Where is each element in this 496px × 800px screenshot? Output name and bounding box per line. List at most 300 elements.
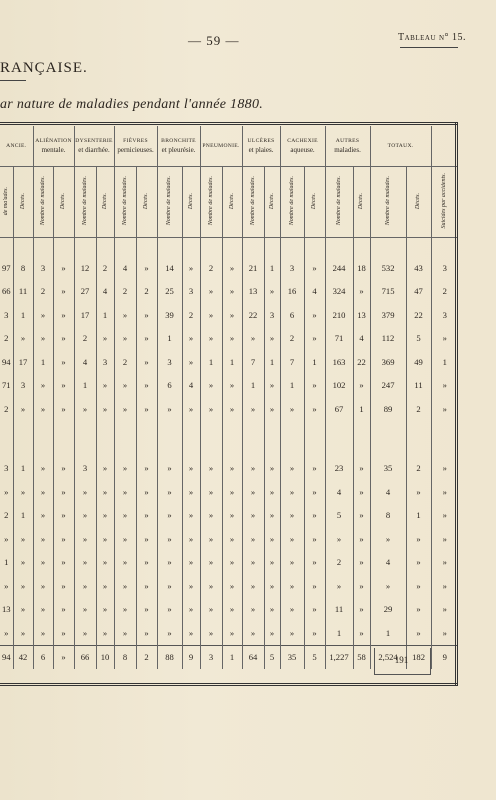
blank-cell: [200, 421, 222, 439]
blank-cell: [325, 238, 353, 257]
table-cell: »: [353, 457, 370, 481]
column-subheader-label: Nombre de malades.: [166, 176, 173, 226]
table-row: [0, 350, 458, 374]
blank-cell: [96, 238, 114, 257]
table-cell: »: [222, 280, 242, 304]
table-cell: 1: [353, 397, 370, 421]
page-title: RANÇAISE.: [0, 60, 88, 76]
table-cell: »: [157, 457, 182, 481]
table-cell: »: [136, 350, 157, 374]
table-cell: 1: [370, 621, 406, 645]
column-subheader: [53, 167, 74, 238]
blank-cell: [304, 238, 325, 257]
table-cell: 2: [74, 327, 96, 351]
column-subheader-label: Décès.: [19, 192, 26, 210]
table-cell: »: [280, 527, 304, 551]
table-cell: 112: [370, 327, 406, 351]
blank-cell: [353, 238, 370, 257]
table-cell: »: [353, 551, 370, 575]
table-cell: »: [264, 527, 280, 551]
table-cell: »: [304, 374, 325, 398]
table-cell: 4: [353, 327, 370, 351]
column-subheader: [74, 167, 96, 238]
table-cell: »: [431, 504, 458, 528]
table-cell: »: [353, 280, 370, 304]
blank-cell: [136, 439, 157, 457]
subheader-row: [0, 167, 458, 238]
table-cell: 4: [304, 280, 325, 304]
table-cell: »: [222, 397, 242, 421]
table-cell: »: [280, 480, 304, 504]
table-cell: 1: [13, 457, 33, 481]
group-header: [74, 126, 114, 167]
table-cell: »: [222, 598, 242, 622]
table-cell: »: [304, 551, 325, 575]
table-cell: 3: [4, 309, 9, 320]
column-subheader: [96, 167, 114, 238]
table-cell: »: [74, 527, 96, 551]
table-cell: »: [222, 551, 242, 575]
table-cell: »: [157, 574, 182, 598]
table-cell: »: [242, 480, 264, 504]
table-cell: »: [114, 327, 136, 351]
table-cell: »: [280, 551, 304, 575]
blank-cell: [114, 439, 136, 457]
table-cell: »: [182, 574, 200, 598]
total-cell: 10: [96, 645, 114, 669]
table-cell: »: [370, 527, 406, 551]
title-rule: [0, 80, 26, 81]
group-header-label: DYSENTERIE: [75, 137, 113, 144]
table-cell: »: [53, 598, 74, 622]
group-header-label: ANCIE.: [6, 142, 27, 149]
table-cell: »: [74, 397, 96, 421]
blank-cell: [353, 421, 370, 439]
blank-cell: [114, 238, 136, 257]
table-cell: »: [182, 327, 200, 351]
table-cell: »: [157, 397, 182, 421]
table-cell: »: [200, 527, 222, 551]
table-cell: »: [53, 303, 74, 327]
table-cell: »: [96, 397, 114, 421]
table-cell: »: [264, 480, 280, 504]
blank-cell: [182, 439, 200, 457]
table-cell: 17: [74, 303, 96, 327]
table-cell: 8: [370, 504, 406, 528]
group-header: [157, 126, 200, 167]
total-cell: 182: [406, 645, 431, 669]
table-cell: »: [33, 480, 53, 504]
blank-cell: [157, 421, 182, 439]
column-subheader-label: Nombre de malades.: [384, 176, 391, 226]
group-header-sublabel: aqueuse.: [290, 145, 315, 154]
table-cell: »: [114, 303, 136, 327]
group-header-label: CACHEXIE: [287, 137, 318, 144]
table-cell: »: [325, 574, 353, 598]
total-cell: »: [53, 645, 74, 669]
table-cell: »: [53, 574, 74, 598]
column-subheader: [264, 167, 280, 238]
table-cell: »: [96, 480, 114, 504]
table-cell: »: [33, 457, 53, 481]
table-cell: 16: [280, 280, 304, 304]
table-cell: »: [431, 598, 458, 622]
column-subheader-label: Nombre de malades.: [121, 176, 128, 226]
table-cell: 8: [13, 256, 33, 280]
group-header-sublabel: et plaies.: [248, 145, 274, 154]
blank-cell: [431, 439, 458, 457]
table-row: [0, 574, 458, 598]
group-header-row: [0, 126, 458, 167]
column-subheader-label: Décès.: [101, 192, 108, 210]
table-cell: »: [431, 527, 458, 551]
table-cell: 3: [431, 256, 458, 280]
table-cell: 4: [74, 350, 96, 374]
table-cell: »: [13, 551, 33, 575]
table-cell: »: [33, 327, 53, 351]
grand-total-value: 191: [394, 655, 409, 665]
table-cell: »: [264, 457, 280, 481]
total-cell: 1,227: [325, 645, 353, 669]
group-header: [370, 126, 431, 167]
table-cell: »: [53, 551, 74, 575]
table-cell: 47: [406, 280, 431, 304]
table-cell: 1: [406, 504, 431, 528]
table-cell: »: [96, 574, 114, 598]
group-header-label: TOTAUX.: [387, 142, 414, 149]
table-cell: »: [242, 574, 264, 598]
table-cell: »: [304, 397, 325, 421]
table-row: [0, 280, 458, 304]
blank-cell: [96, 439, 114, 457]
table-cell: 13: [353, 303, 370, 327]
table-cell: »: [406, 480, 431, 504]
blank-cell: [353, 439, 370, 457]
table-cell: »: [33, 598, 53, 622]
blank-cell: [157, 439, 182, 457]
blank-cell: [33, 439, 53, 457]
column-subheader: [182, 167, 200, 238]
table-cell: »: [242, 598, 264, 622]
blank-cell: [0, 238, 13, 257]
table-row: [0, 504, 458, 528]
table-cell: »: [182, 598, 200, 622]
table-cell: »: [431, 574, 458, 598]
table-cell: »: [114, 504, 136, 528]
table-cell: 3: [4, 463, 9, 474]
table-cell: »: [13, 327, 33, 351]
table-cell: 2: [182, 303, 200, 327]
table-cell: »: [33, 504, 53, 528]
table-cell: »: [353, 621, 370, 645]
table-cell: »: [200, 280, 222, 304]
table-cell: 1: [13, 504, 33, 528]
table-cell: »: [431, 551, 458, 575]
table-cell: 35: [370, 457, 406, 481]
table-cell: »: [280, 504, 304, 528]
table-cell: »: [53, 397, 74, 421]
table-row: [0, 551, 458, 575]
total-cell: 88: [157, 645, 182, 669]
table-cell: »: [325, 527, 353, 551]
table-cell: »: [114, 621, 136, 645]
group-header: [200, 126, 242, 167]
table-cell: 210: [325, 303, 353, 327]
table-cell: 4: [182, 374, 200, 398]
blank-cell: [182, 238, 200, 257]
table-cell: 5: [325, 504, 353, 528]
table-cell: 5: [406, 327, 431, 351]
table-cell: »: [182, 397, 200, 421]
table-cell: »: [136, 504, 157, 528]
table-cell: »: [96, 551, 114, 575]
table-cell: »: [74, 621, 96, 645]
table-cell: »: [242, 327, 264, 351]
table-cell: 715: [370, 280, 406, 304]
total-cell: 94: [0, 645, 13, 669]
table-cell: »: [264, 504, 280, 528]
total-cell: 9: [182, 645, 200, 669]
table-cell: »: [33, 574, 53, 598]
table-cell: »: [114, 374, 136, 398]
table-cell: »: [406, 551, 431, 575]
table-cell: 23: [325, 457, 353, 481]
table-cell: »: [96, 527, 114, 551]
table-cell: »: [96, 457, 114, 481]
table-cell: »: [304, 504, 325, 528]
table-cell: »: [33, 551, 53, 575]
table-top-border: [0, 122, 458, 125]
table-cell: »: [406, 598, 431, 622]
total-cell: 5: [264, 645, 280, 669]
blank-cell: [222, 238, 242, 257]
table-cell: »: [264, 397, 280, 421]
table-cell: »: [74, 551, 96, 575]
column-subheader-label: Nombre de malades.: [207, 176, 214, 226]
table-cell: »: [431, 397, 458, 421]
table-cell: »: [114, 457, 136, 481]
table-cell: »: [53, 327, 74, 351]
total-cell: 5: [304, 645, 325, 669]
table-cell: »: [353, 574, 370, 598]
table-cell: 324: [325, 280, 353, 304]
statistics-table-frame: [0, 122, 458, 686]
table-cell: »: [136, 527, 157, 551]
table-cell: »: [304, 598, 325, 622]
table-cell: 3: [431, 303, 458, 327]
table-cell: »: [136, 374, 157, 398]
total-cell: 6: [33, 645, 53, 669]
table-cell: 3: [96, 350, 114, 374]
table-cell: »: [33, 303, 53, 327]
table-cell: »: [4, 533, 9, 544]
table-cell: »: [53, 504, 74, 528]
table-cell: »: [4, 580, 9, 591]
total-cell: 64: [242, 645, 264, 669]
table-cell: »: [114, 397, 136, 421]
column-subheader-label: Nombre de malades.: [39, 176, 46, 226]
table-cell: »: [53, 350, 74, 374]
table-cell: »: [370, 574, 406, 598]
table-cell: »: [406, 527, 431, 551]
blank-cell: [96, 421, 114, 439]
column-subheader: [114, 167, 136, 238]
table-cell: 1: [431, 350, 458, 374]
blank-cell: [406, 439, 431, 457]
group-header-sublabel: et pleurésie.: [161, 145, 196, 154]
table-cell: »: [304, 303, 325, 327]
column-subheader: [222, 167, 242, 238]
blank-cell: [431, 421, 458, 439]
table-cell: »: [182, 527, 200, 551]
table-cell: 1: [242, 374, 264, 398]
table-cell: 22: [353, 350, 370, 374]
blank-cell: [264, 439, 280, 457]
table-cell: »: [222, 504, 242, 528]
table-cell: »: [200, 480, 222, 504]
table-cell: »: [200, 374, 222, 398]
blank-cell: [370, 238, 406, 257]
table-cell: 13: [242, 280, 264, 304]
table-cell: »: [136, 457, 157, 481]
table-cell: »: [136, 303, 157, 327]
table-reference-rule: [400, 47, 458, 48]
table-cell: »: [96, 504, 114, 528]
table-cell: »: [431, 480, 458, 504]
column-subheader: [242, 167, 264, 238]
table-cell: 2: [33, 280, 53, 304]
column-subheader: [33, 167, 53, 238]
table-cell: »: [431, 457, 458, 481]
table-cell: 2: [4, 403, 9, 414]
blank-cell: [33, 238, 53, 257]
table-cell: »: [157, 504, 182, 528]
table-cell: »: [136, 256, 157, 280]
table-cell: »: [53, 374, 74, 398]
group-header-label: ALIÉNATION: [35, 137, 72, 144]
total-cell: 66: [74, 645, 96, 669]
gap-row: [0, 421, 458, 439]
column-subheader-label: de ma'ades.: [2, 186, 9, 216]
page-number: — 59 —: [188, 33, 240, 48]
blank-cell: [53, 439, 74, 457]
table-cell: 2: [4, 510, 9, 521]
blank-cell: [182, 421, 200, 439]
blank-cell: [242, 421, 264, 439]
table-cell: 4: [114, 256, 136, 280]
group-header-sublabel: et diarrhée.: [78, 145, 110, 154]
table-cell: »: [136, 480, 157, 504]
table-cell: »: [353, 598, 370, 622]
table-cell: »: [222, 303, 242, 327]
table-cell: 1: [74, 374, 96, 398]
column-subheader-label: Suicides par accidents.: [441, 173, 448, 229]
table-cell: 1: [264, 350, 280, 374]
total-cell: 35: [280, 645, 304, 669]
table-cell: »: [114, 527, 136, 551]
table-cell: »: [222, 621, 242, 645]
table-cell: 2: [200, 256, 222, 280]
table-cell: »: [242, 504, 264, 528]
blank-cell: [0, 421, 13, 439]
table-cell: »: [53, 621, 74, 645]
blank-cell: [136, 238, 157, 257]
group-header: [0, 126, 33, 167]
page-subtitle: ar nature de maladies pendant l'année 1880.: [0, 97, 264, 112]
table-cell: 2: [4, 333, 9, 344]
table-cell: »: [13, 527, 33, 551]
table-cell: 11: [13, 280, 33, 304]
table-cell: »: [304, 574, 325, 598]
table-cell: »: [53, 280, 74, 304]
table-cell: 94: [1, 356, 11, 367]
table-cell: »: [222, 457, 242, 481]
table-cell: »: [114, 598, 136, 622]
table-cell: 1: [4, 557, 9, 568]
table-cell: 3: [74, 457, 96, 481]
table-cell: »: [33, 397, 53, 421]
table-cell: »: [200, 574, 222, 598]
table-cell: »: [242, 527, 264, 551]
table-cell: 27: [74, 280, 96, 304]
table-cell: »: [222, 574, 242, 598]
table-cell: 49: [406, 350, 431, 374]
table-cell: »: [222, 374, 242, 398]
column-subheader-label: Nombre de malades.: [81, 176, 88, 226]
column-subheader-label: Décès.: [60, 192, 67, 210]
group-header-sublabel: maladies.: [334, 145, 361, 154]
table-cell: 18: [353, 256, 370, 280]
blank-cell: [280, 421, 304, 439]
table-cell: »: [157, 480, 182, 504]
table-cell: 39: [157, 303, 182, 327]
table-cell: 379: [370, 303, 406, 327]
blank-cell: [222, 439, 242, 457]
table-cell: »: [353, 374, 370, 398]
blank-cell: [157, 238, 182, 257]
blank-cell: [304, 421, 325, 439]
table-cell: 2: [136, 280, 157, 304]
blank-cell: [325, 421, 353, 439]
table-cell: »: [114, 551, 136, 575]
table-cell: 102: [325, 374, 353, 398]
table-cell: »: [200, 621, 222, 645]
group-header: [33, 126, 74, 167]
statistics-table: [0, 126, 458, 669]
total-cell: 58: [353, 645, 370, 669]
table-cell: »: [157, 551, 182, 575]
table-cell: 21: [242, 256, 264, 280]
table-cell: »: [136, 598, 157, 622]
table-cell: 1: [200, 350, 222, 374]
table-cell: »: [222, 527, 242, 551]
table-cell: 1: [222, 350, 242, 374]
blank-cell: [13, 439, 33, 457]
column-subheader-label: Décès.: [358, 192, 365, 210]
blank-cell: [74, 421, 96, 439]
table-cell: 2: [431, 280, 458, 304]
table-cell: »: [182, 621, 200, 645]
table-cell: »: [406, 574, 431, 598]
blank-cell: [264, 238, 280, 257]
table-cell: »: [222, 256, 242, 280]
table-cell: 1: [280, 374, 304, 398]
table-cell: »: [74, 504, 96, 528]
table-cell: 25: [157, 280, 182, 304]
spacer-row: [0, 238, 458, 257]
group-header: [280, 126, 325, 167]
table-row: [0, 256, 458, 280]
